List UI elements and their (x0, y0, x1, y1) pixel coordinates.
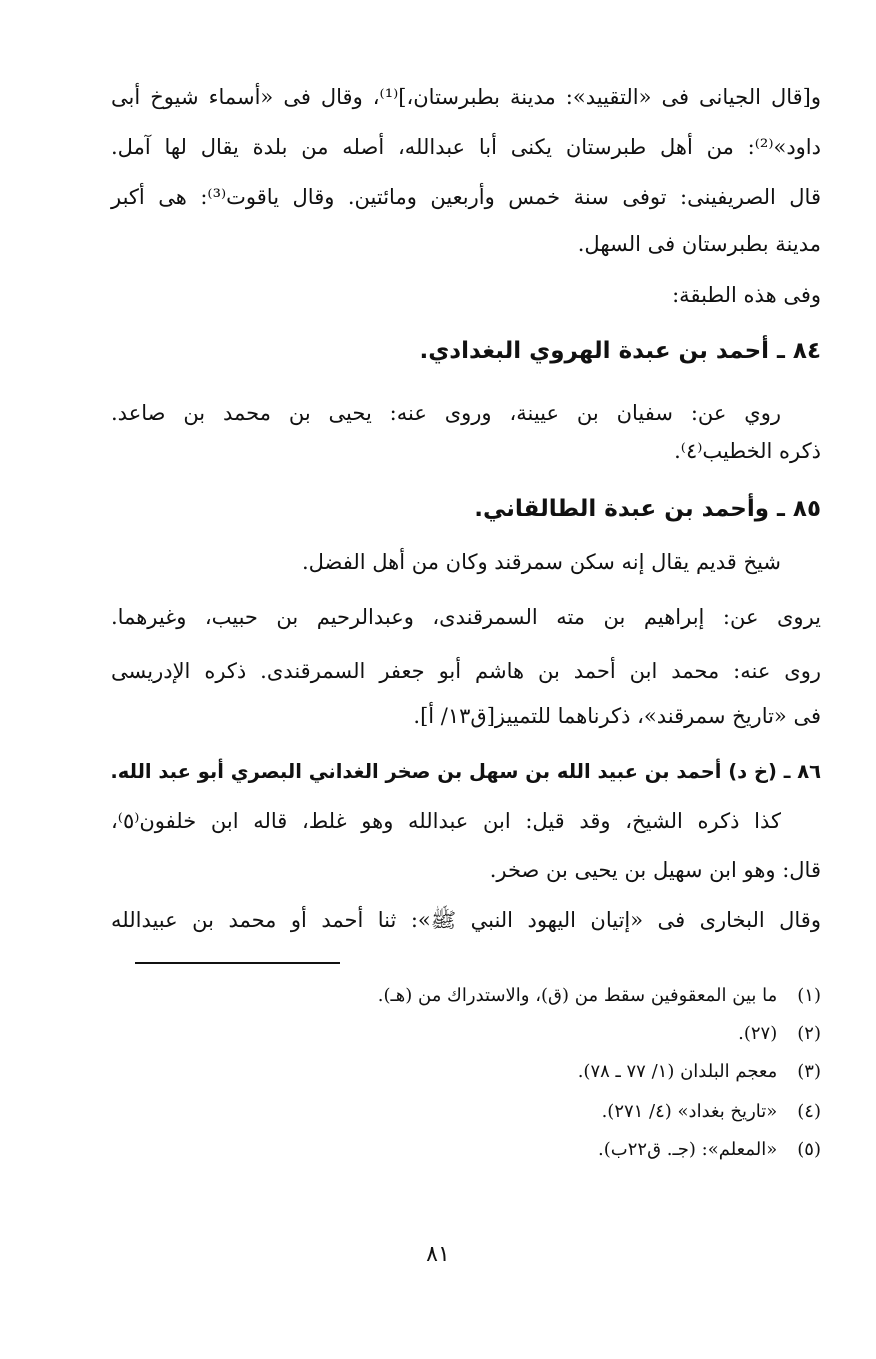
text-line: مدينة بطبرستان فى السهل. (577, 232, 821, 256)
footnote (121, 1021, 821, 1049)
page-number: ٨١ (426, 1242, 450, 1267)
footnote-text: معجم البلدان (١/ ٧٧ ـ ٧٨). (577, 1061, 778, 1082)
footnote-text: «تاريخ بغداد» (٤/ ٢٧١). (601, 1101, 778, 1122)
entry-heading-84: ٨٤ ـ أحمد بن عبدة الهروي البغدادي. (419, 338, 821, 364)
footnote (121, 1137, 821, 1165)
footnote-number: (٤) (797, 1101, 821, 1122)
footnote-number: (٣) (797, 1061, 821, 1082)
footnote-number: (١) (797, 985, 821, 1006)
text-line: قال: وهو ابن سهيل بن يحيى بن صخر. (489, 858, 821, 882)
text-line: وفى هذه الطبقة: (672, 283, 821, 307)
text-line: روى عنه: محمد ابن أحمد بن هاشم أبو جعفر السمرقندى. ذكره الإدريسى (111, 659, 821, 683)
footnote-number: (٢) (797, 1023, 821, 1044)
entry-heading-85: ٨٥ ـ وأحمد بن عبدة الطالقاني. (474, 496, 821, 522)
text-line: قال الصريفينى: توفى سنة خمس وأربعين ومائتين. وقال ياقوت⁽³⁾: هى أكبر (111, 185, 821, 209)
footnote (121, 1099, 821, 1127)
text-line: و[قال الجيانى فى «التقييد»: مدينة بطبرستان،]⁽¹⁾، وقال فى «أسماء شيوخ أبى (111, 85, 821, 109)
footnote-separator (135, 962, 340, 964)
footnote-number: (٥) (797, 1139, 821, 1160)
text-line: يروى عن: إبراهيم بن مته السمرقندى، وعبدالرحيم بن حبيب، وغيرهما. (111, 605, 821, 629)
text-line: فى «تاريخ سمرقند»، ذكرناهما للتمييز[ق١٣/ أ]. (413, 704, 821, 728)
text-line: روي عن: سفيان بن عيينة، وروى عنه: يحيى بن محمد بن صاعد. (111, 401, 781, 425)
text-line: كذا ذكره الشيخ، وقد قيل: ابن عبدالله وهو غلط، قاله ابن خلفون⁽٥⁾، (111, 809, 781, 833)
text-line: داود»⁽²⁾: من أهل طبرستان يكنى أبا عبدالله، أصله من بلدة يقال لها آمل. (111, 135, 821, 159)
text-line: وقال البخارى فى «إتيان اليهود النبي ﷺ»: ثنا أحمد أو محمد بن عبيدالله (111, 908, 821, 932)
footnote-text: ما بين المعقوفين سقط من (ق)، والاستدراك من (هـ). (377, 985, 778, 1006)
text-line: شيخ قديم يقال إنه سكن سمرقند وكان من أهل الفضل. (301, 550, 781, 574)
footnote (121, 983, 821, 1011)
footnote-text: (٢٧). (738, 1023, 778, 1044)
footnote (121, 1059, 821, 1087)
entry-heading-86: ٨٦ ـ (خ د) أحمد بن عبيد الله بن سهل بن صخر الغداني البصري أبو عبد الله. (110, 760, 821, 783)
text-line: ذكره الخطيب⁽٤⁾. (674, 439, 821, 463)
footnote-text: «المعلم»: (جـ. ق٢٢ب). (598, 1139, 778, 1160)
